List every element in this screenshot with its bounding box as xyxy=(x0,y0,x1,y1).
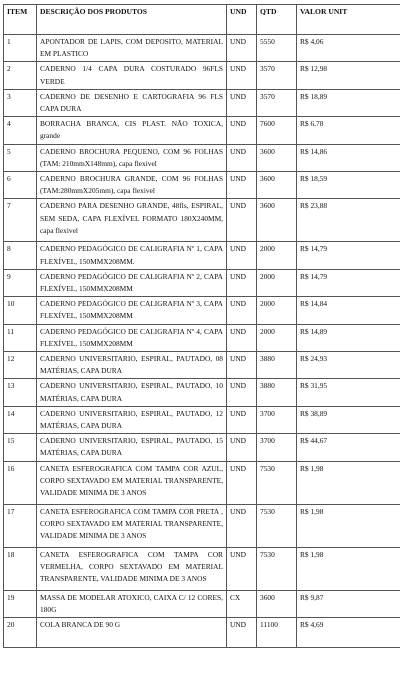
cell-value: R$ 24,93 xyxy=(297,352,401,379)
cell-item: 15 xyxy=(4,434,37,461)
cell-quantity: 2000 xyxy=(257,324,297,351)
cell-unit: UND xyxy=(227,504,257,547)
table-row xyxy=(4,461,401,504)
cell-description: CADERNO PEDAGÓGICO DE CALIGRAFIA Nº 2, CAPA FLEXÍVEL, 150MMX208MM xyxy=(37,269,227,296)
cell-description: CANETA ESFEROGRAFICA COM TAMPA COR VERMELHA, CORPO SEXTAVADO EM MATERIAL TRANSPARENTE, VALIDADE MINIMA DE 3 ANOS xyxy=(37,547,227,590)
cell-quantity: 3880 xyxy=(257,352,297,379)
table-row xyxy=(4,62,401,89)
cell-description: CADERNO BROCHURA GRANDE, COM 96 FOLHAS (TAM:280mmX205mm), capa flexivel xyxy=(37,172,227,199)
cell-description: CADERNO PEDAGÓGICO DE CALIGRAFIA Nº 1, CAPA FLEXÍVEL, 150MMX208MM. xyxy=(37,242,227,269)
cell-value: R$ 38,89 xyxy=(297,406,401,433)
cell-quantity: 7530 xyxy=(257,504,297,547)
cell-quantity: 7530 xyxy=(257,461,297,504)
cell-item: 6 xyxy=(4,172,37,199)
cell-value: R$ 44,67 xyxy=(297,434,401,461)
cell-item: 2 xyxy=(4,62,37,89)
cell-quantity: 11100 xyxy=(257,618,297,648)
cell-item: 10 xyxy=(4,297,37,324)
table-row xyxy=(4,199,401,242)
table-row xyxy=(4,242,401,269)
cell-quantity: 3600 xyxy=(257,590,297,617)
table-row xyxy=(4,89,401,116)
cell-unit: UND xyxy=(227,547,257,590)
table-row xyxy=(4,379,401,406)
table-row xyxy=(4,324,401,351)
cell-quantity: 3570 xyxy=(257,62,297,89)
table-body xyxy=(4,35,401,648)
cell-item: 11 xyxy=(4,324,37,351)
cell-unit: UND xyxy=(227,297,257,324)
cell-item: 5 xyxy=(4,144,37,171)
header-quantity: QTD xyxy=(257,5,297,35)
table-row xyxy=(4,352,401,379)
header-value: VALOR UNIT xyxy=(297,5,401,35)
cell-item: 1 xyxy=(4,35,37,62)
cell-item: 18 xyxy=(4,547,37,590)
cell-value: R$ 31,95 xyxy=(297,379,401,406)
cell-item: 14 xyxy=(4,406,37,433)
cell-quantity: 3600 xyxy=(257,144,297,171)
cell-value: R$ 4,06 xyxy=(297,35,401,62)
cell-quantity: 3700 xyxy=(257,434,297,461)
cell-item: 8 xyxy=(4,242,37,269)
cell-value: R$ 14,86 xyxy=(297,144,401,171)
table-row xyxy=(4,590,401,617)
cell-unit: UND xyxy=(227,379,257,406)
cell-description: CANETA ESFEROGRAFICA COM TAMPA COR PRETA , CORPO SEXTAVADO EM MATERIAL TRANSPARENTE, VALIDADE MINIMA DE 3 ANOS xyxy=(37,504,227,547)
cell-item: 9 xyxy=(4,269,37,296)
cell-description: BORRACHA BRANCA, CIS PLAST. NÃO TOXICA, grande xyxy=(37,117,227,144)
cell-description: APONTADOR DE LAPIS, COM DEPOSITO, MATERIAL EM PLASTICO xyxy=(37,35,227,62)
cell-unit: UND xyxy=(227,172,257,199)
cell-quantity: 7600 xyxy=(257,117,297,144)
cell-value: R$ 12,98 xyxy=(297,62,401,89)
cell-item: 13 xyxy=(4,379,37,406)
cell-value: R$ 14,79 xyxy=(297,242,401,269)
table-row xyxy=(4,618,401,648)
cell-item: 3 xyxy=(4,89,37,116)
cell-value: R$ 6,78 xyxy=(297,117,401,144)
cell-quantity: 7530 xyxy=(257,547,297,590)
cell-quantity: 2000 xyxy=(257,242,297,269)
cell-description: MASSA DE MODELAR ATOXICO, CAIXA C/ 12 CORES, 180G xyxy=(37,590,227,617)
cell-description: CADERNO UNIVERSITARIO, ESPIRAL, PAUTADO, 12 MATÉRIAS, CAPA DURA xyxy=(37,406,227,433)
cell-value: R$ 18,89 xyxy=(297,89,401,116)
cell-item: 4 xyxy=(4,117,37,144)
table-row xyxy=(4,172,401,199)
cell-description: CANETA ESFEROGRAFICA COM TAMPA COR AZUL, CORPO SEXTAVADO EM MATERIAL TRANSPARENTE, VALIDADE MINIMA DE 3 ANOS xyxy=(37,461,227,504)
cell-description: CADERNO 1/4 CAPA DURA COSTURADO 96FLS VERDE xyxy=(37,62,227,89)
header-unit: UND xyxy=(227,5,257,35)
cell-value: R$ 14,89 xyxy=(297,324,401,351)
cell-unit: UND xyxy=(227,618,257,648)
cell-quantity: 3880 xyxy=(257,379,297,406)
cell-item: 12 xyxy=(4,352,37,379)
cell-item: 16 xyxy=(4,461,37,504)
table-row xyxy=(4,434,401,461)
products-table xyxy=(3,4,400,648)
cell-value: R$ 4,69 xyxy=(297,618,401,648)
cell-description: CADERNO UNIVERSITARIO, ESPIRAL, PAUTADO, 10 MATÉRIAS, CAPA DURA xyxy=(37,379,227,406)
cell-unit: UND xyxy=(227,461,257,504)
cell-value: R$ 1,98 xyxy=(297,461,401,504)
cell-unit: UND xyxy=(227,324,257,351)
cell-unit: UND xyxy=(227,89,257,116)
cell-unit: UND xyxy=(227,117,257,144)
cell-unit: UND xyxy=(227,434,257,461)
cell-description: CADERNO DE DESENHO E CARTOGRAFIA 96 FLS CAPA DURA xyxy=(37,89,227,116)
cell-value: R$ 14,79 xyxy=(297,269,401,296)
cell-value: R$ 14,84 xyxy=(297,297,401,324)
cell-unit: UND xyxy=(227,269,257,296)
cell-unit: CX xyxy=(227,590,257,617)
cell-unit: UND xyxy=(227,352,257,379)
cell-description: CADERNO PEDAGÓGICO DE CALIGRAFIA Nº 3, CAPA FLEXÍVEL, 150MMX208MM xyxy=(37,297,227,324)
cell-value: R$ 23,88 xyxy=(297,199,401,242)
cell-unit: UND xyxy=(227,35,257,62)
cell-value: R$ 1,98 xyxy=(297,547,401,590)
document-page xyxy=(3,4,400,697)
cell-value: R$ 18,59 xyxy=(297,172,401,199)
cell-quantity: 3600 xyxy=(257,199,297,242)
cell-description: CADERNO PEDAGÓGICO DE CALIGRAFIA Nº 4, CAPA FLEXÍVEL, 150MMX208MM xyxy=(37,324,227,351)
cell-unit: UND xyxy=(227,144,257,171)
table-row xyxy=(4,269,401,296)
cell-description: CADERNO UNIVERSITARIO, ESPIRAL, PAUTADO, 15 MATÉRIAS, CAPA DURA xyxy=(37,434,227,461)
header-description: DESCRIÇÃO DOS PRODUTOS xyxy=(37,5,227,35)
cell-quantity: 2000 xyxy=(257,297,297,324)
cell-item: 17 xyxy=(4,504,37,547)
table-row xyxy=(4,144,401,171)
table-row xyxy=(4,504,401,547)
table-row xyxy=(4,406,401,433)
cell-description: CADERNO BROCHURA PEQUENO, COM 96 FOLHAS (TAM: 210mmX148mm), capa flexivel xyxy=(37,144,227,171)
cell-description: CADERNO UNIVERSITARIO, ESPIRAL, PAUTADO, 08 MATÉRIAS, CAPA DURA xyxy=(37,352,227,379)
table-row xyxy=(4,547,401,590)
header-item: ITEM xyxy=(4,5,37,35)
cell-value: R$ 9,87 xyxy=(297,590,401,617)
cell-quantity: 3570 xyxy=(257,89,297,116)
cell-quantity: 2000 xyxy=(257,269,297,296)
cell-description: COLA BRANCA DE 90 G xyxy=(37,618,227,648)
cell-value: R$ 1,98 xyxy=(297,504,401,547)
cell-quantity: 3700 xyxy=(257,406,297,433)
cell-unit: UND xyxy=(227,242,257,269)
cell-item: 7 xyxy=(4,199,37,242)
table-row xyxy=(4,35,401,62)
table-row xyxy=(4,117,401,144)
cell-quantity: 5550 xyxy=(257,35,297,62)
cell-description: CADERNO PARA DESENHO GRANDE, 48fls, ESPIRAL, SEM SEDA, CAPA FLEXÍVEL FORMATO 180X240MM, capa flexivel xyxy=(37,199,227,242)
cell-unit: UND xyxy=(227,199,257,242)
cell-unit: UND xyxy=(227,62,257,89)
cell-item: 20 xyxy=(4,618,37,648)
cell-item: 19 xyxy=(4,590,37,617)
table-row xyxy=(4,297,401,324)
table-header-row xyxy=(4,5,401,35)
cell-quantity: 3600 xyxy=(257,172,297,199)
cell-unit: UND xyxy=(227,406,257,433)
